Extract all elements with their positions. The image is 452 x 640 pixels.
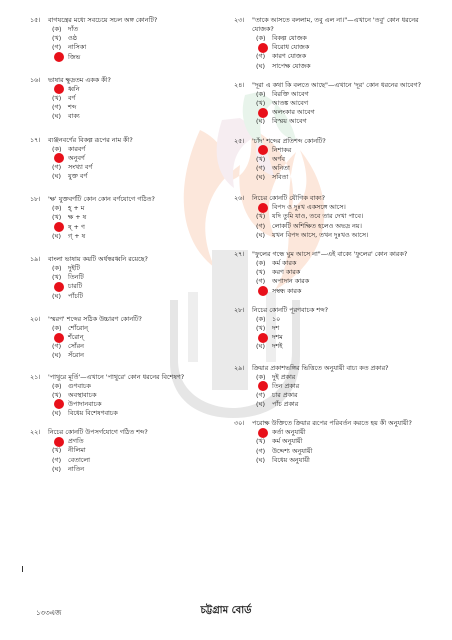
- option-text: দুইটি: [68, 264, 80, 272]
- option-marker: [256, 117, 272, 126]
- option-marker: [256, 164, 272, 173]
- answer-option: [234, 43, 434, 52]
- option-marker: [52, 34, 68, 43]
- answer-option: [30, 85, 218, 94]
- answer-option: [234, 342, 434, 351]
- option-text: বিরোধ যোজক: [272, 43, 310, 52]
- answer-option: [234, 212, 434, 221]
- answer-option: [234, 333, 434, 342]
- option-letter: (খ): [52, 93, 62, 102]
- answer-option: [30, 25, 218, 34]
- option-text: নাতিন: [68, 464, 85, 473]
- option-text: দশই: [272, 342, 283, 351]
- answer-option: [30, 465, 218, 474]
- option-marker: [256, 62, 272, 71]
- option-letter: (ঘ): [256, 455, 265, 464]
- option-letter: (খ): [52, 446, 62, 455]
- red-dot-icon: [54, 52, 64, 62]
- option-marker: [52, 409, 68, 418]
- answer-option: [234, 108, 434, 117]
- option-letter: (খ): [256, 323, 266, 332]
- option-text: অলংকার আবেগ: [272, 108, 315, 117]
- option-text: সাপেক্ষ যোজক: [272, 61, 311, 70]
- question-text: বাংলা ভাষায় কয়টি অর্ধস্বরধ্বনি রয়েছে?: [48, 255, 148, 263]
- question-number: ১৫।: [30, 16, 41, 24]
- option-text: কারবর্ণ: [68, 144, 86, 153]
- red-dot-icon: [258, 203, 268, 213]
- option-marker: [256, 437, 272, 446]
- question-number: ২৬।: [234, 194, 245, 203]
- option-letter: (খ): [256, 268, 266, 277]
- answer-option: [30, 437, 218, 446]
- answer-option: [30, 282, 218, 291]
- option-text: ১০: [272, 314, 281, 323]
- correct-answer-dot: [256, 333, 272, 343]
- question-number: ২০।: [30, 314, 41, 323]
- option-text: বিকল্প যোজক: [272, 34, 307, 42]
- option-letter: (ঘ): [52, 351, 61, 360]
- option-text: ক্ষ + ষ: [68, 213, 87, 222]
- option-letter: (ক): [256, 259, 266, 267]
- answer-option: [30, 264, 218, 273]
- answer-option: [234, 203, 434, 212]
- answer-option: [30, 351, 218, 360]
- option-letter: (ঘ): [256, 230, 265, 239]
- question-text: 'ক্ষ' যুক্তবর্ণটি কোন কোন বর্ণযোগে গঠিত?: [48, 195, 155, 204]
- correct-answer-dot: [52, 437, 68, 447]
- option-text: যুক্ত বর্ণ: [68, 172, 88, 181]
- option-text: কর্ম কারক: [272, 259, 297, 267]
- option-text: উপাদানবাচক: [68, 399, 102, 408]
- question-number: ২৭।: [234, 250, 245, 258]
- question-text: নিচের কোনটি উপসর্গযোগে গঠিত শব্দ?: [48, 428, 148, 437]
- answer-option: [234, 382, 434, 391]
- option-letter: (ক): [52, 323, 62, 332]
- option-marker: [52, 456, 68, 465]
- option-letter: (ক): [256, 89, 266, 98]
- answer-option: [234, 456, 434, 465]
- question-l8: [30, 428, 218, 474]
- option-letter: (গ): [52, 162, 62, 171]
- option-marker: [52, 112, 68, 121]
- question-text: ক্রিয়ার প্রকাশভঙ্গির ভিত্তিতে অনুযায়ী বাচ্য কত প্রকার?: [252, 363, 389, 372]
- option-text: উদ্দেশ্য অনুযায়ী: [272, 446, 313, 455]
- option-text: অপাদান কারক: [272, 277, 310, 286]
- board-name: চট্টগ্রাম বোর্ড: [200, 605, 252, 616]
- option-text: দুই প্রকার: [272, 372, 296, 381]
- question-header: [30, 195, 218, 204]
- answer-option: [234, 52, 434, 61]
- option-marker: [52, 292, 68, 301]
- question-text: 'স্মরণ' শব্দের সঠিক উচ্চারণ কোনটি?: [48, 314, 142, 323]
- option-text: অর্ণব: [272, 154, 285, 163]
- question-number: ২৪।: [234, 80, 245, 89]
- option-marker: [256, 342, 272, 351]
- option-letter: (খ): [256, 98, 266, 107]
- answer-option: [30, 382, 218, 391]
- option-letter: (ঘ): [52, 409, 61, 418]
- question-r1: [234, 16, 434, 71]
- option-marker: [256, 259, 272, 268]
- option-text: গ্ + ষ: [68, 231, 86, 240]
- option-text: বিস্ময় আবেগ: [272, 117, 307, 126]
- option-text: যদি তুমি যাও, তবে তার দেখা পাবে।: [272, 212, 364, 221]
- answer-option: [234, 447, 434, 456]
- option-marker: [256, 456, 272, 465]
- red-dot-icon: [54, 153, 64, 163]
- option-text: নীলিমা: [68, 446, 86, 455]
- option-text: ষ্ + ণ: [68, 222, 85, 231]
- margin-mark: [22, 566, 23, 572]
- option-text: বিধেয় বিশেষণবাচক: [68, 409, 118, 418]
- red-dot-icon: [258, 43, 268, 53]
- option-letter: (ক): [52, 381, 62, 390]
- question-number: ২৩।: [234, 16, 245, 24]
- answer-option: [30, 232, 218, 241]
- option-marker: [256, 391, 272, 400]
- correct-answer-dot: [256, 428, 272, 438]
- correct-answer-dot: [52, 282, 68, 292]
- question-text: "দূরা এ কথা কি বলতে আছে"—এখানে 'দূর' কোন ধরনের আবেগ?: [252, 80, 422, 89]
- option-letter: (গ): [256, 163, 266, 172]
- answer-option: [234, 117, 434, 126]
- question-header: [30, 16, 218, 25]
- answer-option: [30, 446, 218, 455]
- option-marker: [52, 342, 68, 351]
- answer-option: [30, 53, 218, 62]
- question-r7: [234, 364, 434, 410]
- option-text: সবিতা: [272, 173, 289, 182]
- question-l1: [30, 16, 218, 62]
- option-letter: (গ): [256, 446, 266, 455]
- question-l5: [30, 255, 218, 301]
- option-text: আতঙ্ক আবেগ: [272, 98, 309, 107]
- question-r3: [234, 137, 434, 183]
- answer-option: [234, 391, 434, 400]
- answer-option: [30, 400, 218, 409]
- option-letter: (খ): [256, 154, 266, 163]
- option-text: পাঁচটি: [68, 291, 83, 300]
- option-text: অনিতা: [272, 163, 290, 172]
- option-marker: [256, 268, 272, 277]
- option-text: অবস্থাবাচক: [68, 390, 97, 399]
- question-text: বাগযন্ত্রের মধ্যে সবচেয়ে সচল অঙ্গ কোনটি?: [48, 16, 158, 24]
- red-dot-icon: [54, 222, 64, 232]
- answer-option: [234, 90, 434, 99]
- correct-answer-dot: [256, 203, 272, 213]
- correct-answer-dot: [256, 286, 272, 296]
- option-text: সঁরোন: [68, 351, 84, 360]
- answer-option: [30, 163, 218, 172]
- option-letter: (গ): [256, 277, 266, 286]
- question-text: ভাষার ক্ষুদ্রতম একক কী?: [48, 75, 111, 84]
- question-l6: [30, 315, 218, 361]
- red-dot-icon: [258, 333, 268, 343]
- answer-option: [30, 409, 218, 418]
- red-dot-icon: [54, 399, 64, 409]
- answer-option: [30, 154, 218, 163]
- option-text: কর্ম অনুযায়ী: [272, 437, 303, 446]
- option-marker: [52, 25, 68, 34]
- red-dot-icon: [258, 108, 268, 118]
- question-text: 'চাঁদ' শব্দের প্রতিশব্দ কোনটি?: [252, 136, 326, 145]
- red-dot-icon: [258, 381, 268, 391]
- answer-option: [234, 259, 434, 268]
- correct-answer-dot: [52, 222, 68, 232]
- question-number: ১৯।: [30, 255, 41, 263]
- option-letter: (খ): [52, 390, 62, 399]
- option-marker: [256, 173, 272, 182]
- correct-answer-dot: [256, 108, 272, 118]
- left-column: [30, 14, 218, 474]
- option-text: জিভ: [68, 52, 81, 61]
- question-r5: [234, 250, 434, 296]
- answer-option: [30, 172, 218, 181]
- correct-answer-dot: [52, 333, 68, 343]
- answer-option: [234, 173, 434, 182]
- option-text: বেতালো: [68, 455, 90, 464]
- answer-option: [234, 437, 434, 446]
- question-number: ২৮।: [234, 305, 245, 314]
- option-text: সংখ্যা বর্ণ: [68, 162, 93, 171]
- option-marker: [256, 400, 272, 409]
- question-header: [234, 306, 434, 315]
- question-r2: [234, 81, 434, 127]
- option-marker: [52, 465, 68, 474]
- option-marker: [256, 52, 272, 61]
- option-marker: [256, 90, 272, 99]
- option-marker: [52, 163, 68, 172]
- option-letter: (ঘ): [52, 112, 61, 121]
- option-text: শঁরোন্: [68, 332, 84, 341]
- option-text: নাসিকা: [68, 43, 87, 52]
- option-letter: (গ): [52, 43, 62, 52]
- answer-option: [234, 287, 434, 296]
- question-text: "ফুলের গন্ধে ঘুম আসে না"—এই বাক্যে 'ফুলের' কোন কারক?: [252, 250, 408, 258]
- answer-option: [30, 456, 218, 465]
- option-letter: (ঘ): [256, 61, 265, 70]
- option-text: বিরক্তি আবেগ: [272, 89, 309, 98]
- answer-option: [30, 342, 218, 351]
- question-header: [234, 364, 434, 373]
- question-r4: [234, 194, 434, 240]
- question-header: [234, 250, 434, 259]
- answer-option: [30, 333, 218, 342]
- red-dot-icon: [54, 84, 64, 94]
- option-text: চার প্রকার: [272, 390, 298, 399]
- option-text: বাক্য: [68, 112, 80, 121]
- option-text: সম্বন্ধ কারক: [272, 286, 302, 295]
- option-text: পাঁচ প্রকার: [272, 400, 299, 409]
- option-letter: (গ): [52, 103, 62, 112]
- answer-option: [234, 155, 434, 164]
- option-letter: (গ): [256, 221, 266, 230]
- answer-option: [234, 428, 434, 437]
- option-text: ওষ্ঠ: [68, 34, 77, 43]
- option-letter: (গ): [52, 342, 62, 351]
- option-text: দশম: [272, 333, 283, 342]
- option-marker: [52, 446, 68, 455]
- option-text: করণ কারক: [272, 268, 301, 277]
- option-letter: (ক): [52, 264, 62, 272]
- option-marker: [52, 103, 68, 112]
- option-letter: (খ): [52, 273, 62, 282]
- option-text: শব্দ: [68, 103, 77, 112]
- option-letter: (ঘ): [52, 172, 61, 181]
- option-text: গুণবাচক: [68, 381, 91, 390]
- red-dot-icon: [258, 286, 268, 296]
- question-l4: [30, 195, 218, 241]
- correct-answer-dot: [52, 84, 68, 94]
- option-letter: (ক): [256, 314, 266, 323]
- answer-option: [234, 315, 434, 324]
- option-text: বিপদ ও দুঃখ একসঙ্গে আসে।: [272, 203, 346, 212]
- answer-option: [30, 204, 218, 213]
- option-letter: (গ): [256, 52, 266, 61]
- option-marker: [52, 264, 68, 273]
- option-text: ধ্বনি: [68, 84, 80, 93]
- option-letter: (ঘ): [256, 173, 265, 182]
- question-number: ১৬।: [30, 75, 41, 84]
- answer-option: [30, 94, 218, 103]
- question-number: ২৫।: [234, 136, 245, 145]
- answer-option: [234, 400, 434, 409]
- option-text: হ্ + ম: [68, 204, 85, 213]
- question-header: [30, 315, 218, 324]
- option-text: অনুবর্ণ: [68, 153, 85, 162]
- page-code: ১৩৩এজ: [36, 609, 62, 617]
- option-text: দশ: [272, 323, 280, 332]
- option-text: প্রগতি: [68, 437, 84, 446]
- question-number: ২১।: [30, 372, 41, 381]
- option-text: কারণ যোজক: [272, 52, 307, 61]
- option-marker: [52, 204, 68, 213]
- option-text: শোঁরোন্: [68, 323, 88, 332]
- question-text: ব্যঞ্জনবর্ণের বিকল্প রূপের নাম কী?: [48, 135, 133, 144]
- option-marker: [52, 172, 68, 181]
- option-marker: [256, 155, 272, 164]
- option-letter: (ঘ): [256, 117, 265, 126]
- option-text: তিন প্রকার: [272, 381, 300, 390]
- answer-option: [234, 222, 434, 231]
- option-letter: (ক): [52, 144, 62, 153]
- question-number: ৩০।: [234, 419, 245, 428]
- answer-option: [234, 164, 434, 173]
- option-marker: [256, 447, 272, 456]
- option-marker: [256, 212, 272, 221]
- question-l3: [30, 136, 218, 182]
- answer-option: [30, 34, 218, 43]
- question-number: ২৯।: [234, 363, 245, 372]
- option-letter: (ক): [52, 25, 62, 33]
- question-text: নিচের কোনটি যৌগিক বাক্য?: [252, 194, 326, 203]
- question-text: "তাকে আসতে বললাম, তবু এল না।"—এখানে 'তবু' কোন ধরনের যোজক?: [252, 16, 419, 33]
- right-column: [234, 14, 434, 465]
- answer-option: [30, 223, 218, 232]
- answer-option: [234, 146, 434, 155]
- question-header: [30, 373, 218, 382]
- question-text: নিচের কোনটি পূরণবাচক শব্দ?: [252, 305, 329, 314]
- question-text: পরোক্ষ উক্তিতে ক্রিয়ার রূপের পরিবর্তন করতে হয় কী অনুযায়ী?: [252, 419, 412, 428]
- option-marker: [52, 351, 68, 360]
- option-text: সোঁরন: [68, 342, 84, 351]
- option-text: চারটি: [68, 282, 83, 291]
- question-l2: [30, 76, 218, 122]
- option-letter: (ঘ): [52, 291, 61, 300]
- red-dot-icon: [258, 145, 268, 155]
- question-header: [234, 81, 434, 90]
- option-marker: [52, 382, 68, 391]
- question-number: ১৭।: [30, 135, 41, 144]
- question-header: [30, 136, 218, 145]
- option-text: যখন বিপদ আসে, তখন দুঃখও আসে।: [272, 230, 369, 239]
- option-text: বিধেয় অনুযায়ী: [272, 455, 310, 464]
- red-dot-icon: [54, 282, 64, 292]
- red-dot-icon: [54, 437, 64, 447]
- question-r6: [234, 306, 434, 352]
- option-marker: [52, 94, 68, 103]
- option-letter: (খ): [52, 213, 62, 222]
- question-text: 'পাথুরে মূর্তি'—এখানে 'পাথুরে' কোন ধরনের বিশেষণ?: [48, 372, 185, 381]
- option-text: নিশাকর: [272, 145, 292, 154]
- option-text: বর্ণ: [68, 93, 76, 102]
- option-letter: (ঘ): [52, 231, 61, 240]
- answer-option: [234, 231, 434, 240]
- option-letter: (গ): [256, 390, 266, 399]
- correct-answer-dot: [52, 399, 68, 409]
- option-text: তিনটি: [68, 273, 84, 282]
- red-dot-icon: [258, 428, 268, 438]
- question-l7: [30, 373, 218, 419]
- question-r8: [234, 419, 434, 465]
- option-letter: (খ): [256, 212, 266, 221]
- option-letter: (খ): [52, 34, 62, 43]
- question-number: ১৮।: [30, 195, 41, 204]
- option-letter: (ক): [52, 204, 62, 213]
- correct-answer-dot: [256, 43, 272, 53]
- correct-answer-dot: [52, 153, 68, 163]
- correct-answer-dot: [52, 52, 68, 62]
- option-letter: (ক): [256, 372, 266, 381]
- question-number: ২২।: [30, 428, 41, 437]
- option-text: দাঁত: [68, 25, 79, 33]
- correct-answer-dot: [256, 381, 272, 391]
- option-text: লোকটি অশিক্ষিত হলেও অভদ্র নয়।: [272, 221, 362, 230]
- question-header: [234, 16, 434, 34]
- option-marker: [52, 232, 68, 241]
- question-header: [30, 255, 218, 264]
- red-dot-icon: [54, 333, 64, 343]
- answer-option: [234, 62, 434, 71]
- option-letter: (ঘ): [52, 464, 61, 473]
- answer-option: [30, 292, 218, 301]
- option-letter: (গ): [52, 455, 62, 464]
- option-marker: [256, 231, 272, 240]
- option-marker: [256, 315, 272, 324]
- correct-answer-dot: [256, 145, 272, 155]
- answer-option: [30, 103, 218, 112]
- option-letter: (ঘ): [256, 342, 265, 351]
- option-letter: (ক): [256, 34, 266, 42]
- answer-option: [234, 268, 434, 277]
- option-letter: (ঘ): [256, 400, 265, 409]
- option-text: কর্তা অনুযায়ী: [272, 428, 306, 437]
- option-letter: (খ): [256, 437, 266, 446]
- option-marker: [256, 222, 272, 231]
- answer-option: [30, 112, 218, 121]
